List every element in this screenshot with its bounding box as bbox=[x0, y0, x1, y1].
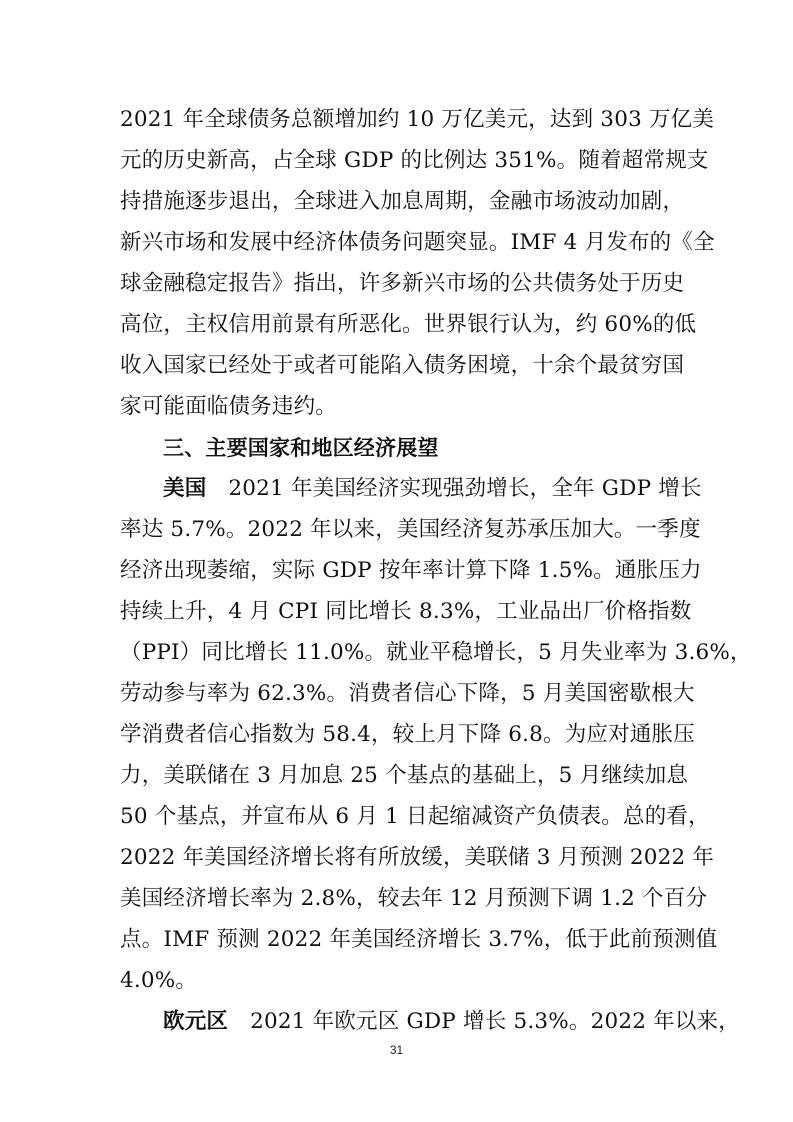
text-line: 50 个基点，并宣布从 6 月 1 日起缩减资产负债表。总的看， bbox=[120, 804, 710, 829]
text-line bbox=[163, 1007, 740, 1037]
text-line: 学消费者信心指数为 58.4，较上月下降 6.8。为应对通胀压 bbox=[120, 722, 695, 747]
text-segment: 2021 年美国经济实现强劲增长，全年 GDP 增长 bbox=[228, 476, 702, 501]
paragraph-lead-usa: 美国 bbox=[163, 476, 207, 501]
page-number: 31 bbox=[389, 1043, 404, 1057]
text-line: 率达 5.7%。2022 年以来，美国经济复苏承压加大。一季度 bbox=[120, 517, 701, 542]
text-line: 元的历史新高，占全球 GDP 的比例达 351%。随着超常规支 bbox=[120, 148, 709, 173]
text-line: 4.0%。 bbox=[120, 968, 198, 993]
paragraph-lead-eurozone: 欧元区 bbox=[163, 1009, 229, 1034]
text-line: 收入国家已经处于或者可能陷入债务困境，十余个最贫穷国 bbox=[120, 353, 685, 378]
text-line: 高位，主权信用前景有所恶化。世界银行认为，约 60%的低 bbox=[120, 312, 697, 337]
text-line: 美国经济增长率为 2.8%，较去年 12 月预测下调 1.2 个百分 bbox=[120, 886, 708, 911]
text-line: 2021 年全球债务总额增加约 10 万亿美元，达到 303 万亿美 bbox=[120, 107, 715, 132]
text-line: 经济出现萎缩，实际 GDP 按年率计算下降 1.5%。通胀压力 bbox=[120, 558, 702, 583]
text-line: 持措施逐步退出，全球进入加息周期，金融市场波动加剧， bbox=[120, 189, 685, 214]
text-line: 家可能面临债务违约。 bbox=[120, 394, 338, 419]
text-line: 新兴市场和发展中经济体债务问题突显。IMF 4 月发布的《全 bbox=[120, 230, 715, 255]
text-line: 点。IMF 预测 2022 年美国经济增长 3.7%，低于此前预测值 bbox=[120, 927, 718, 952]
text-line: （PPI）同比增长 11.0%。就业平稳增长，5 月失业率为 3.6%， bbox=[120, 640, 752, 665]
text-line: 2022 年美国经济增长将有所放缓，美联储 3 月预测 2022 年 bbox=[120, 845, 715, 870]
text-line: 球金融稳定报告》指出，许多新兴市场的公共债务处于历史 bbox=[120, 271, 685, 296]
text-line: 力，美联储在 3 月加息 25 个基点的基础上，5 月继续加息 bbox=[120, 763, 689, 788]
text-line bbox=[163, 474, 702, 504]
text-line: 持续上升，4 月 CPI 同比增长 8.3%，工业品出厂价格指数 bbox=[120, 599, 692, 624]
section-heading: 三、主要国家和地区经济展望 bbox=[163, 436, 439, 460]
text-segment: 2021 年欧元区 GDP 增长 5.3%。2022 年以来， bbox=[250, 1009, 740, 1034]
text-line: 劳动参与率为 62.3%。消费者信心下降，5 月美国密歇根大 bbox=[120, 681, 695, 706]
